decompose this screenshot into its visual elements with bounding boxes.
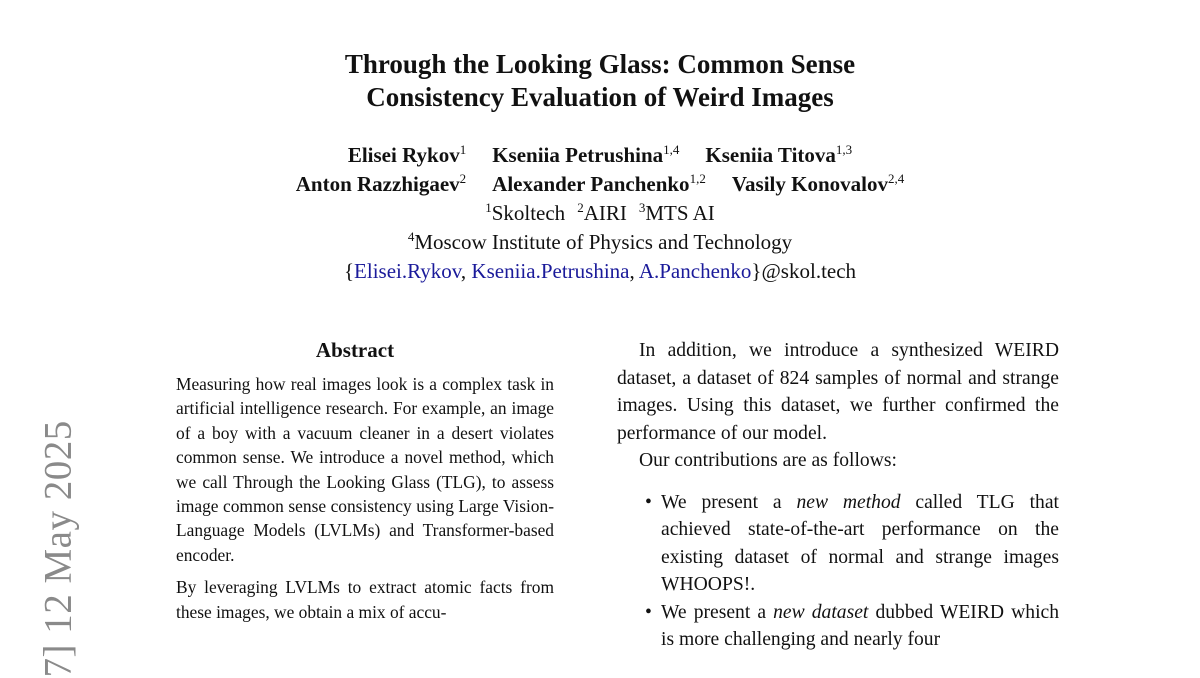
title-line-2: Consistency Evaluation of Weird Images (366, 82, 834, 112)
email-open: { (343, 259, 355, 283)
list-item-emphasis: new method (796, 491, 901, 513)
affiliation: AIRI (583, 201, 627, 225)
list-item (617, 489, 1059, 599)
affil-sup: 4 (407, 229, 415, 244)
author-affil-sup: 1 (459, 142, 467, 157)
affil-sup: 3 (638, 200, 646, 215)
body-paragraph: Our contributions are as follows: (639, 450, 897, 471)
email-row: {Elisei.Rykov, Kseniia.Petrushina, A.Panchenko}@skol.tech (343, 259, 857, 283)
author-name: Vasily Konovalov (731, 172, 888, 196)
arxiv-side-stamp: 7] 12 May 2025 (36, 420, 80, 678)
author-name: Anton Razzhigaev (295, 172, 460, 196)
author-block (150, 141, 1050, 286)
abstract-paragraph: By leveraging LVLMs to extract atomic facts from these images, we obtain a mix of accu- (176, 577, 554, 622)
author-affil-sup: 2,4 (888, 171, 905, 186)
author-name: Alexander Panchenko (492, 172, 690, 196)
author-name: Elisei Rykov (347, 143, 460, 167)
abstract-heading: Abstract (315, 338, 395, 362)
list-item-text: dubbed WEIRD which is more challenging and nearly four (661, 601, 1060, 650)
email-link[interactable]: Elisei.Rykov (354, 259, 461, 283)
author-affil-sup: 1,4 (663, 142, 680, 157)
affiliation-row (150, 199, 1050, 228)
affiliation: Skoltech (491, 201, 566, 225)
affiliation: Moscow Institute of Physics and Technology (414, 230, 793, 254)
contributions-list (617, 489, 1059, 654)
list-item-text: called TLG that achieved state-of-the-art performance on the existing dataset of normal and strange images WHOOPS!. (661, 491, 1059, 595)
email-domain: }@skol.tech (751, 259, 857, 283)
affil-sup: 1 (485, 200, 492, 215)
author-name: Kseniia Petrushina (492, 143, 664, 167)
author-name: Kseniia Titova (705, 143, 836, 167)
body-paragraph: In addition, we introduce a synthesized WEIRD dataset, a dataset of 824 samples of normal and strange images. Using this dataset, we further confirmed the performance of our model. (617, 340, 1059, 444)
abstract-paragraph: Measuring how real images look is a complex task in artificial intelligence research. For example, an image of a boy with a vacuum cleaner in a desert violates common sense. We introduce a novel method, which we call Through the Looking Glass (TLG), to assess image common sense consistency using Large Vision-Language Models (LVLMs) and Transformer-based encoder. (176, 374, 554, 565)
intro-column (617, 337, 1059, 654)
affil-sup: 2 (577, 200, 584, 215)
list-item-emphasis: new dataset (773, 601, 869, 623)
affiliation-row-2 (150, 228, 1050, 257)
email-link[interactable]: A.Panchenko (638, 259, 752, 283)
list-item (617, 599, 1059, 654)
author-affil-sup: 2 (459, 171, 467, 186)
author-row-1 (150, 141, 1050, 170)
paper-title (200, 48, 1000, 114)
title-line-1: Through the Looking Glass: Common Sense (344, 49, 856, 79)
email-link[interactable]: Kseniia.Petrushina (471, 259, 630, 283)
author-row-2 (150, 170, 1050, 199)
list-item-text: We present a (661, 601, 774, 623)
bullet-icon: • (645, 601, 652, 623)
affiliation: MTS AI (645, 201, 715, 225)
list-item-text: We present a (661, 491, 797, 513)
author-affil-sup: 1,3 (835, 142, 853, 157)
author-affil-sup: 1,2 (689, 171, 706, 186)
bullet-icon: • (645, 491, 652, 513)
abstract-column (176, 336, 554, 632)
